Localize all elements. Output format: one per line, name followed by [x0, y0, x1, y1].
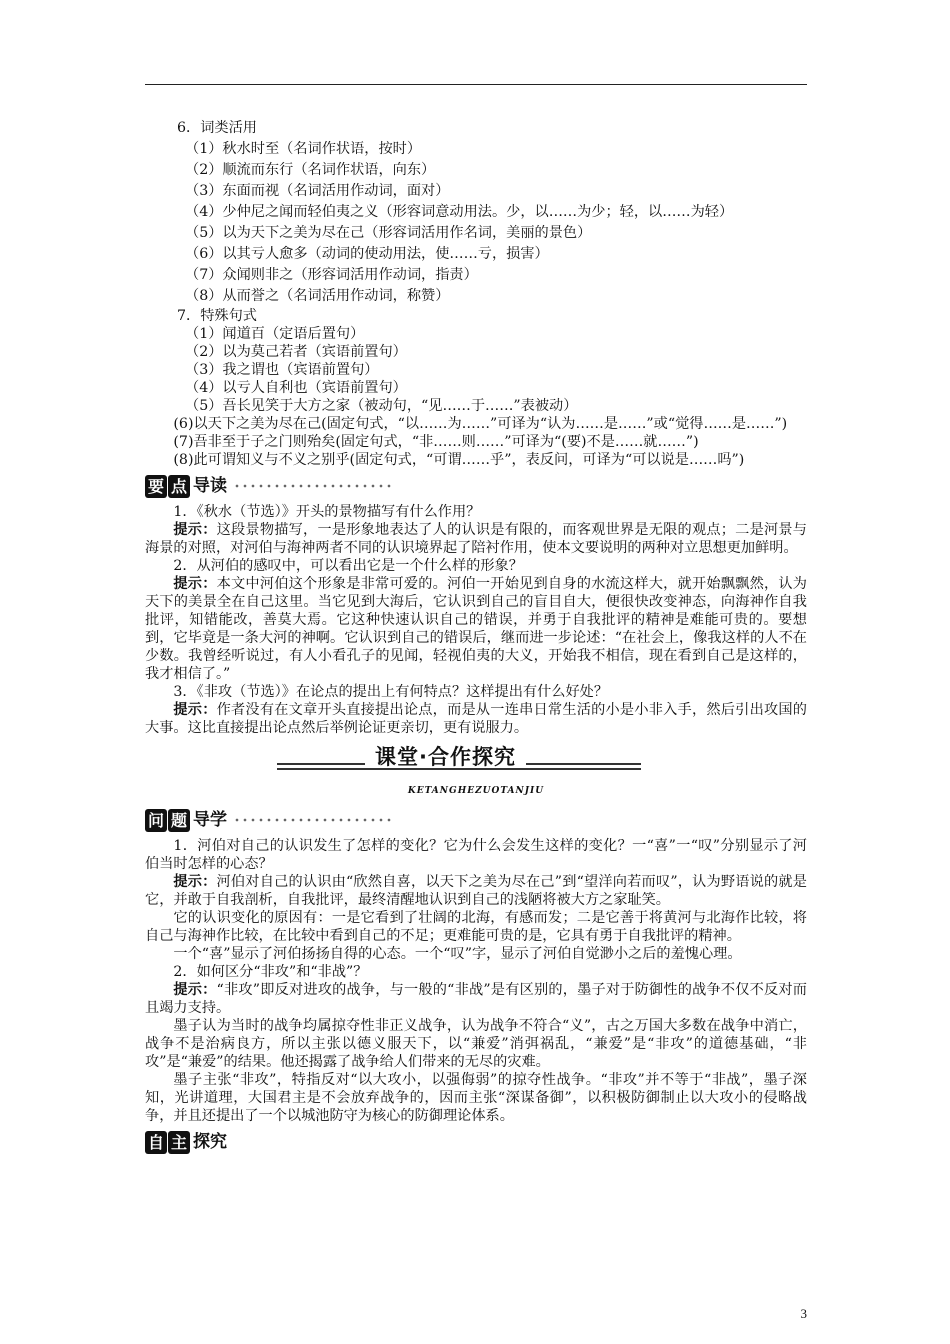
syntax-item: （3）我之谓也（宾语前置句） — [185, 362, 379, 378]
question: 2．从河伯的感叹中，可以看出它是一个什么样的形象？ — [173, 558, 523, 574]
classroom-banner — [145, 743, 807, 799]
vocab-item: （6）以其亏人愈多（动词的使动用法，使……亏，损害） — [185, 246, 549, 262]
badge-char: 自 — [145, 1131, 167, 1154]
section-badge — [145, 809, 227, 832]
vocab-item: （3）东面而视（名词活用作动词，面对） — [185, 183, 450, 199]
vocab-item: （2）顺流而东行（名词作状语，向东） — [185, 162, 436, 178]
hint-label: 提示： — [173, 874, 217, 890]
badge-char: 点 — [168, 475, 190, 498]
answer — [145, 701, 807, 737]
syntax-item: （4）以亏人自利也（宾语前置句） — [185, 380, 407, 396]
question: 2．如何区分“非攻”和“非战”？ — [173, 964, 368, 980]
vocab-item: （8）从而誉之（名词活用作动词，称赞） — [185, 288, 450, 304]
badge-char: 题 — [168, 809, 190, 832]
page-content — [145, 118, 807, 1159]
syntax-item: (6)以天下之美为尽在己(固定句式，“以……为……”可译为“认为……是……”或“觉得……是……”) — [173, 416, 788, 432]
answer-paragraph: 墨子认为当时的战争均属掠夺性非正义战争，认为战争不符合“义”，古之万国大多数在战争中消亡，战争不是治病良方，所以主张以德义服天下，以“兼爱”消弭祸乱，“兼爱”是“非攻”的道德基础，“非攻”是“兼爱”的结果。他还揭露了战争给人们带来的无尽的灾难。 — [145, 1018, 807, 1070]
dotted-rule — [233, 483, 393, 489]
hint-label: 提示： — [173, 576, 217, 592]
question: 3．《非攻（节选）》在论点的提出上有何特点？这样提出有什么好处？ — [173, 684, 609, 700]
syntax-item: (8)此可谓知义与不义之别乎(固定句式，“可谓……乎”，表反问，可译为“可以说是……吗”) — [173, 452, 745, 468]
answer — [145, 575, 807, 683]
section-header-problem-guide — [145, 805, 807, 835]
answer — [145, 873, 807, 909]
page-number: 3 — [800, 1306, 807, 1321]
syntax-item: （5）吾长见笑于大方之家（被动句，“见……于……”表被动） — [185, 398, 578, 414]
section-header-key-reading — [145, 471, 807, 501]
section-header-self-study — [145, 1127, 807, 1157]
syntax-item: （2）以为莫己若者（宾语前置句） — [185, 344, 407, 360]
badge-char: 问 — [145, 809, 167, 832]
hint-label: 提示： — [173, 982, 217, 998]
section-title: 探究 — [193, 1131, 228, 1152]
section-title: 导学 — [193, 809, 228, 830]
badge-char: 主 — [168, 1131, 190, 1154]
section-badge — [145, 1131, 227, 1154]
section-title: 导读 — [193, 475, 228, 496]
vocab-item: （5）以为天下之美为尽在己（形容词活用作名词，美丽的景色） — [185, 225, 592, 241]
badge-char: 要 — [145, 475, 167, 498]
answer-paragraph: 一个“喜”显示了河伯扬扬自得的心态。一个“叹”字，显示了河伯自觉渺小之后的羞愧心理。 — [173, 946, 742, 962]
vocab-item: （1）秋水时至（名词作状语，按时） — [185, 141, 422, 157]
answer-paragraph: 它的认识变化的原因有：一是它看到了壮阔的北海，有感而发；二是它善于将黄河与北海作比较，将自己与海神作比较，在比较中看到自己的不足；更难能可贵的是，它具有勇于自我批评的精神。 — [145, 910, 807, 944]
syntax-item: （1）闻道百（定语后置句） — [185, 326, 365, 342]
dotted-rule — [233, 817, 393, 823]
syntax-heading: 7．特殊句式 — [177, 308, 257, 324]
banner-subtitle: KETANGHEZUOTANJIU — [407, 786, 545, 796]
banner-title: 课堂·合作探究 — [365, 747, 526, 768]
answer-text: 本文中河伯这个形象是非常可爱的。河伯一开始见到自身的水流这样大，就开始飘飘然，认为天下的美景全在自己这里。当它见到大海后，它认识到自己的盲目自大，便很快改变神态，向海神作自我批评，知错能改，善莫大焉。它这种快速认识自己的错误，并勇于自我批评的精神是难能可贵的。要想到，它毕竟是一条大河的神啊。它认识到自己的错误后，继而进一步论述：“在社会上，像我这样的人不在少数。我曾经听说过，有人小看孔子的见闻，轻视伯夷的大义，开始我不相信，现在看到自己是这样的，我才相信了。” — [145, 576, 807, 682]
hint-label: 提示： — [173, 702, 217, 718]
vocab-heading: 6．词类活用 — [177, 120, 257, 136]
vocab-item: （4）少仲尼之闻而轻伯夷之义（形容词意动用法。少，以……为少；轻，以……为轻） — [185, 204, 734, 220]
header-rule — [145, 84, 807, 85]
vocab-item: （7）众闻则非之（形容词活用作动词，指责） — [185, 267, 478, 283]
answer — [145, 981, 807, 1017]
section-badge — [145, 475, 227, 498]
question: 1．《秋水（节选）》开头的景物描写有什么作用？ — [173, 504, 481, 520]
answer-text: 河伯对自己的认识由“欣然自喜，以天下之美为尽在己”到“望洋向若而叹”，认为野语说的就是它，并敢于自我剖析，自我批评，最终清醒地认识到自己的浅陋将被大方之家耻笑。 — [145, 874, 807, 908]
answer-text: “非攻”即反对进攻的战争，与一般的“非战”是有区别的，墨子对于防御性的战争不仅不反对而且竭力支持。 — [145, 982, 807, 1016]
answer-text: 这段景物描写，一是形象地表达了人的认识是有限的，而客观世界是无限的观点；二是河景与海景的对照，对河伯与海神两者不同的认识境界起了陪衬作用，使本文要说明的两种对立思想更加鲜明。 — [145, 522, 807, 556]
hint-label: 提示： — [173, 522, 217, 538]
syntax-item: (7)吾非至于子之门则殆矣(固定句式，“非……则……”可译为“(要)不是……就……”) — [173, 434, 699, 450]
question: 1．河伯对自己的认识发生了怎样的变化？它为什么会发生这样的变化？一“喜”一“叹”分别显示了河伯当时怎样的心态？ — [145, 838, 807, 872]
answer — [145, 521, 807, 557]
answer-text: 作者没有在文章开头直接提出论点，而是从一连串日常生活的小是小非入手，然后引出攻国的大事。这比直接提出论点然后举例论证更亲切，更有说服力。 — [145, 702, 807, 736]
answer-paragraph: 墨子主张“非攻”，特指反对“以大攻小，以强侮弱”的掠夺性战争。“非攻”并不等于“非战”，墨子深知，光讲道理，大国君主是不会放弃战争的，因而主张“深谋备御”，以积极防御制止以大攻小的侵略战争，并且还提出了一个以城池防守为核心的防御理论体系。 — [145, 1072, 807, 1124]
